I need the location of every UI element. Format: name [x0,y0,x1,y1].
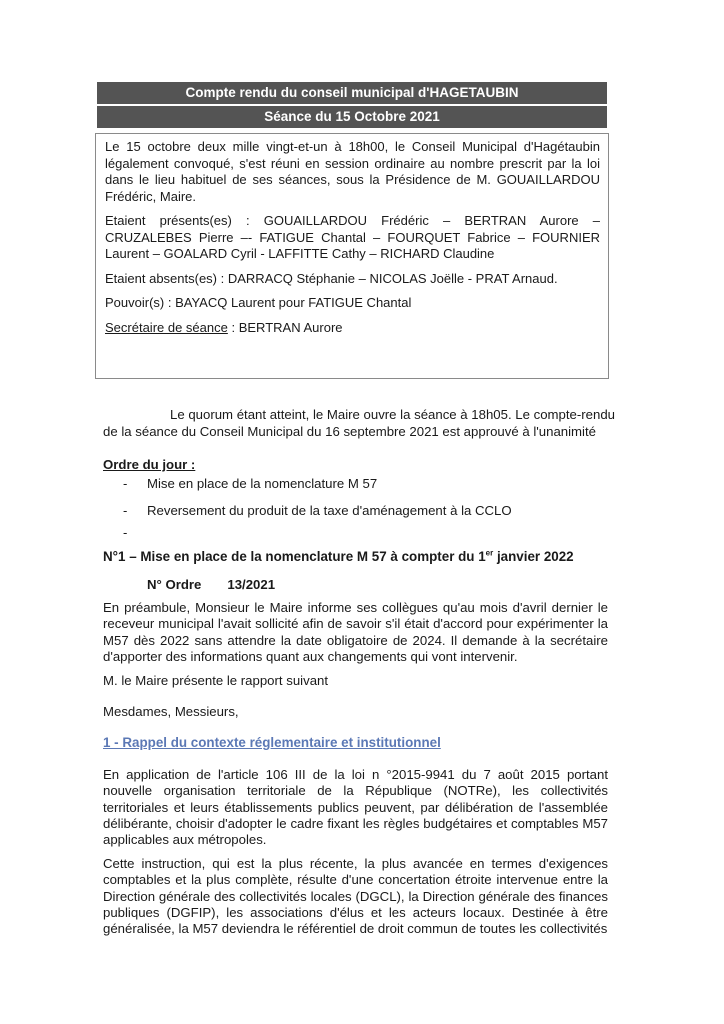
present-names: GOUAILLARDOU Frédéric – BERTRAN Aurore – CRUZALEBES Pierre –- FATIGUE Chantal – FOURQUET Fabrice – FOURNIER Laurent – GOALARD Cyril - LAFFITTE Cathy – RICHARD Claudine [105,213,600,261]
agenda-title: Ordre du jour : [103,457,196,472]
salutation: Mesdames, Messieurs, [103,704,239,719]
item-1-heading [103,549,574,565]
order-number: 13/2021 [227,577,276,592]
item-1-heading-suffix: janvier 2022 [493,549,574,564]
agenda-item: Reversement du produit de la taxe d'aménagement à la CCLO [147,503,512,518]
order-number-line [147,577,275,593]
agenda-bullet: - [123,525,128,540]
proxy-label: Pouvoir(s) : [105,295,172,310]
secretary-name: : BERTRAN Aurore [231,319,343,335]
report-intro: M. le Maire présente le rapport suivant [103,673,329,688]
summary-intro: Le 15 octobre deux mille vingt-et-un à 18h00, le Conseil Municipal d'Hagétaubin légalement convoqué, s'est réuni en session ordinaire au nombre prescrit par la loi dans le lieu habituel de ses séances, sous la Présidence de M. GOUAILLARDOU Frédéric, Maire. [105,139,600,204]
agenda-bullet: - [123,476,128,491]
absent-names: DARRACQ Stéphanie – NICOLAS Joëlle - PRAT Arnaud. [227,270,558,286]
order-label: N° Ordre [147,577,202,592]
context-paragraph-2: Cette instruction, qui est la plus récente, la plus avancée en termes d'exigences comptables et la plus complète, résulte d'une concertation étroite intervenue entre la Direction générale des collectivités locales (DGCL), la Direction générale des finances publiques (DGFIP), les associations d'élus et les acteurs locaux. Destinée à être généralisée, la M57 deviendra le référentiel de droit commun de toutes les collectivités [103,856,608,937]
present-label: Etaient présents(es) : [105,213,250,228]
agenda-item: Mise en place de la nomenclature M 57 [147,476,378,491]
session-summary-box [95,133,609,379]
context-paragraph-1: En application de l'article 106 III de la loi n °2015-9941 du 7 août 2015 portant nouvelle organisation territoriale de la République (NOTRe), les collectivités territoriales et leurs établissements publics peuvent, par délibération de l'assemblée délibérante, choisir d'adopter le cadre fixant les règles budgétaires et comptables M57 applicables aux métropoles. [103,767,608,848]
secretary-label: Secrétaire de séance [105,319,228,335]
agenda-bullet: - [123,503,128,518]
section-title: 1 - Rappel du contexte réglementaire et institutionnel [103,735,441,750]
absent-members [105,271,600,288]
absent-label: Etaient absents(es) : [105,270,225,286]
quorum-line-1: Le quorum étant atteint, le Maire ouvre la séance à 18h05. Le compte-rendu [170,407,615,422]
preamble-paragraph: En préambule, Monsieur le Maire informe ses collègues qu'au mois d'avril dernier le receveur municipal l'avait sollicité afin de savoir s'il était d'accord pour expérimenter la M57 dès 2022 sans attendre la date obligatoire de 2024. Il demande à la secrétaire d'apporter des informations quant aux changements qui vont intervenir. [103,600,608,664]
session-date-banner: Séance du 15 Octobre 2021 [97,106,607,128]
quorum-line-2: de la séance du Conseil Municipal du 16 septembre 2021 est approuvé à l'unanimité [103,424,596,439]
proxy-text: BAYACQ Laurent pour FATIGUE Chantal [175,295,412,310]
secretary-line [105,320,600,337]
document-title: Compte rendu du conseil municipal d'HAGETAUBIN [97,82,607,104]
item-1-heading-text: N°1 – Mise en place de la nomenclature M 57 à compter du 1 [103,549,486,564]
present-members [105,213,600,263]
proxy-line [105,295,600,312]
item-1-heading-sup: er [485,548,494,558]
